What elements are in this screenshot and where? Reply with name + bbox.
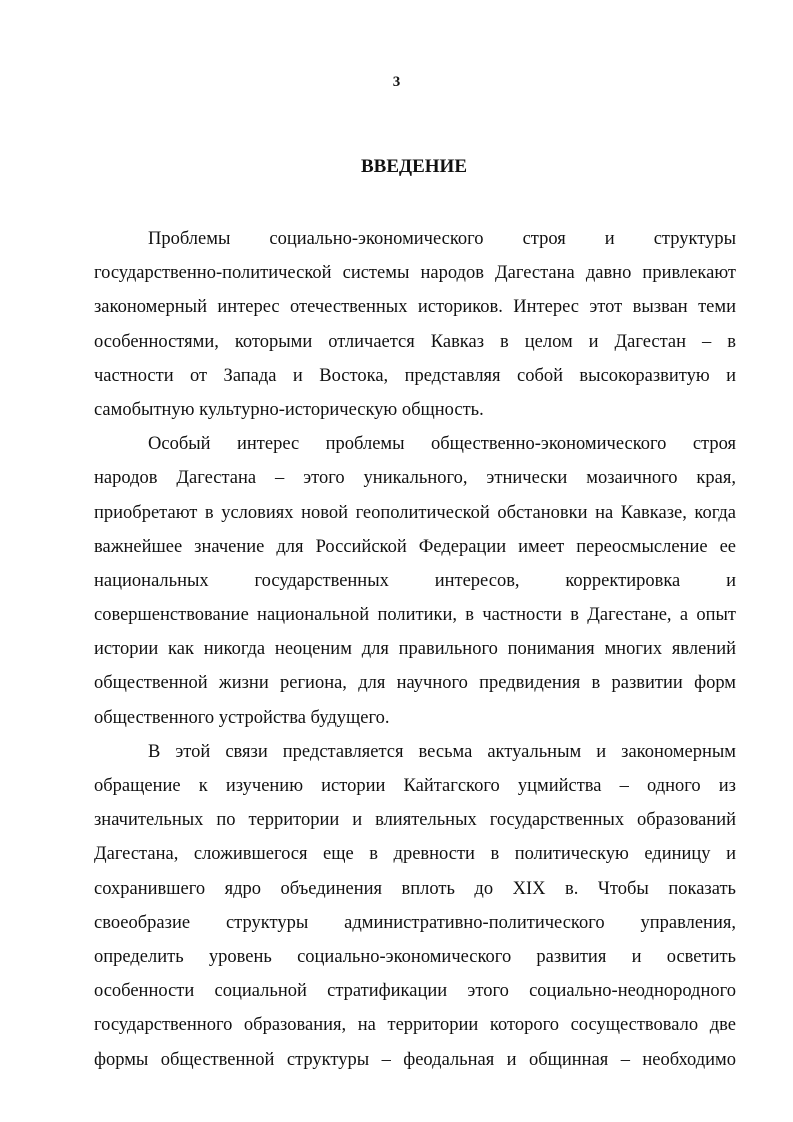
text-line: значительных по территории и влиятельных государственных образований <box>94 810 736 831</box>
page-title: ВВЕДЕНИЕ <box>361 156 467 177</box>
text-line: особенности социальной стратификации этого социально-неоднородного <box>94 981 736 1002</box>
text-line: обращение к изучению истории Кайтагского уцмийства – одного из <box>94 776 736 796</box>
text-line: определить уровень социально-экономического развития и осветить <box>94 946 736 967</box>
paragraph-2 <box>94 427 736 735</box>
text-line: Дагестана, сложившегося еще в древности в политическую единицу и <box>94 844 736 865</box>
text-line: государственно-политической системы народов Дагестана давно привлекают <box>94 263 736 284</box>
text-line: Проблемы социально-экономического строя и структуры <box>148 229 736 249</box>
text-line: закономерный интерес отечественных историков. Интерес этот вызван теми <box>94 297 736 318</box>
text-line: Особый интерес проблемы общественно-экономического строя <box>148 434 736 455</box>
text-line: своеобразие структуры административно-политического управления, <box>94 912 736 933</box>
paragraph-3 <box>94 735 736 1077</box>
text-line: В этой связи представляется весьма актуальным и закономерным <box>148 741 736 762</box>
text-line: общественного устройства будущего. <box>94 707 390 728</box>
text-line: национальных государственных интересов, корректировка и <box>94 570 736 591</box>
text-line: формы общественной структуры – феодальная и общинная – необходимо <box>94 1049 736 1070</box>
text-line: приобретают в условиях новой геополитической обстановки на Кавказе, когда <box>94 502 736 523</box>
text-line: совершенствование национальной политики, в частности в Дагестане, а опыт <box>94 605 736 626</box>
text-line: истории как никогда неоценим для правильного понимания многих явлений <box>94 639 736 660</box>
text-line: государственного образования, на территории которого сосуществовало две <box>94 1015 736 1036</box>
page-number: 3 <box>392 74 401 90</box>
text-line: важнейшее значение для Российской Федерации имеет переосмысление ее <box>94 536 736 557</box>
text-line: общественной жизни региона, для научного предвидения в развитии форм <box>94 673 736 694</box>
text-line: сохранившего ядро объединения вплоть до XIX в. Чтобы показать <box>94 878 736 899</box>
text-line: народов Дагестана – этого уникального, этнически мозаичного края, <box>94 468 736 489</box>
body-text <box>94 222 736 1077</box>
paragraph-1 <box>94 222 736 427</box>
text-line: особенностями, которыми отличается Кавказ в целом и Дагестан – в <box>94 331 736 352</box>
text-line: частности от Запада и Востока, представляя собой высокоразвитую и <box>94 365 736 386</box>
text-line: самобытную культурно-историческую общность. <box>94 399 484 420</box>
